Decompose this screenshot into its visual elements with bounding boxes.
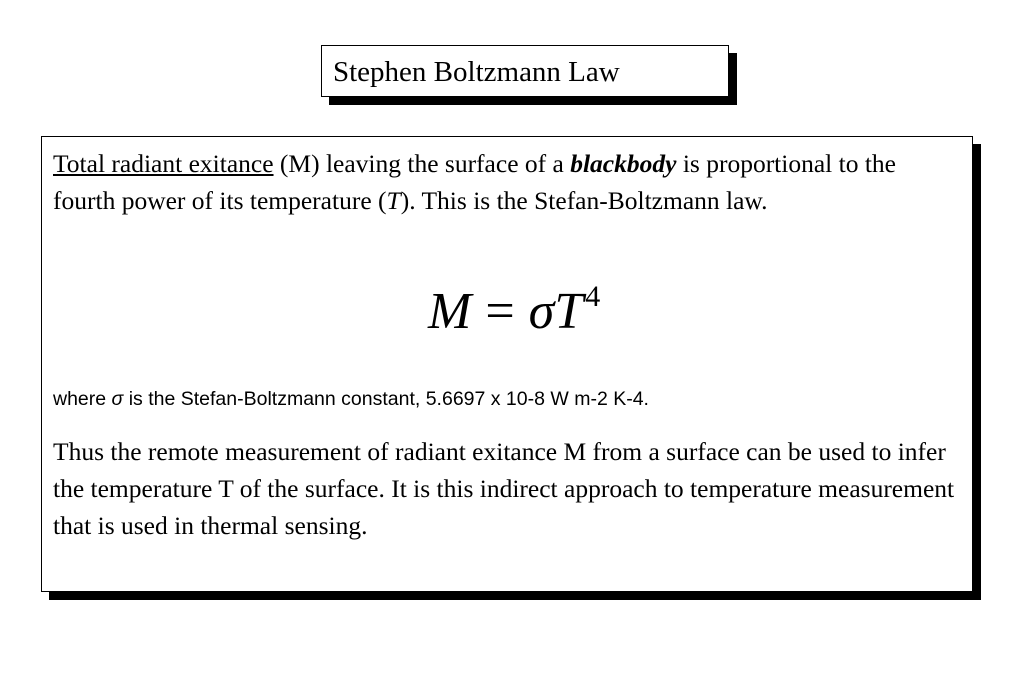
definition-text-2: is proportional to the fourth power of its temperature ( [53,149,896,215]
formula-equals: = [485,283,515,340]
term-blackbody: blackbody [570,149,677,178]
formula-lhs: M [428,283,472,340]
definition-text-3: ). This is the Stefan-Boltzmann law. [400,186,768,215]
formula-exponent: 4 [585,280,601,313]
application-paragraph: Thus the remote measurement of radiant exitance M from a surface can be used to infer the temperature T of the surface. It is this indirect approach to temperature measurement that is used in thermal sensing. [53,437,955,540]
title-box [321,45,729,97]
formula-sigma: σ [528,283,555,340]
constant-symbol: σ [111,388,124,410]
temperature-symbol: T [386,186,401,215]
slide-title: Stephen Boltzmann Law [333,56,620,88]
constant-description [53,387,649,411]
constant-text: is the Stefan-Boltzmann constant, 5.6697 x 10-8 W m-2 K-4. [123,388,649,410]
content-box [41,136,973,592]
definition-text-1: (M) leaving the surface of a [273,149,571,178]
term-total-radiant-exitance: Total radiant exitance [53,149,274,178]
constant-prefix: where [53,388,112,410]
formula-variable: T [554,283,584,340]
stefan-boltzmann-formula [428,267,600,342]
definition-paragraph [53,145,963,219]
